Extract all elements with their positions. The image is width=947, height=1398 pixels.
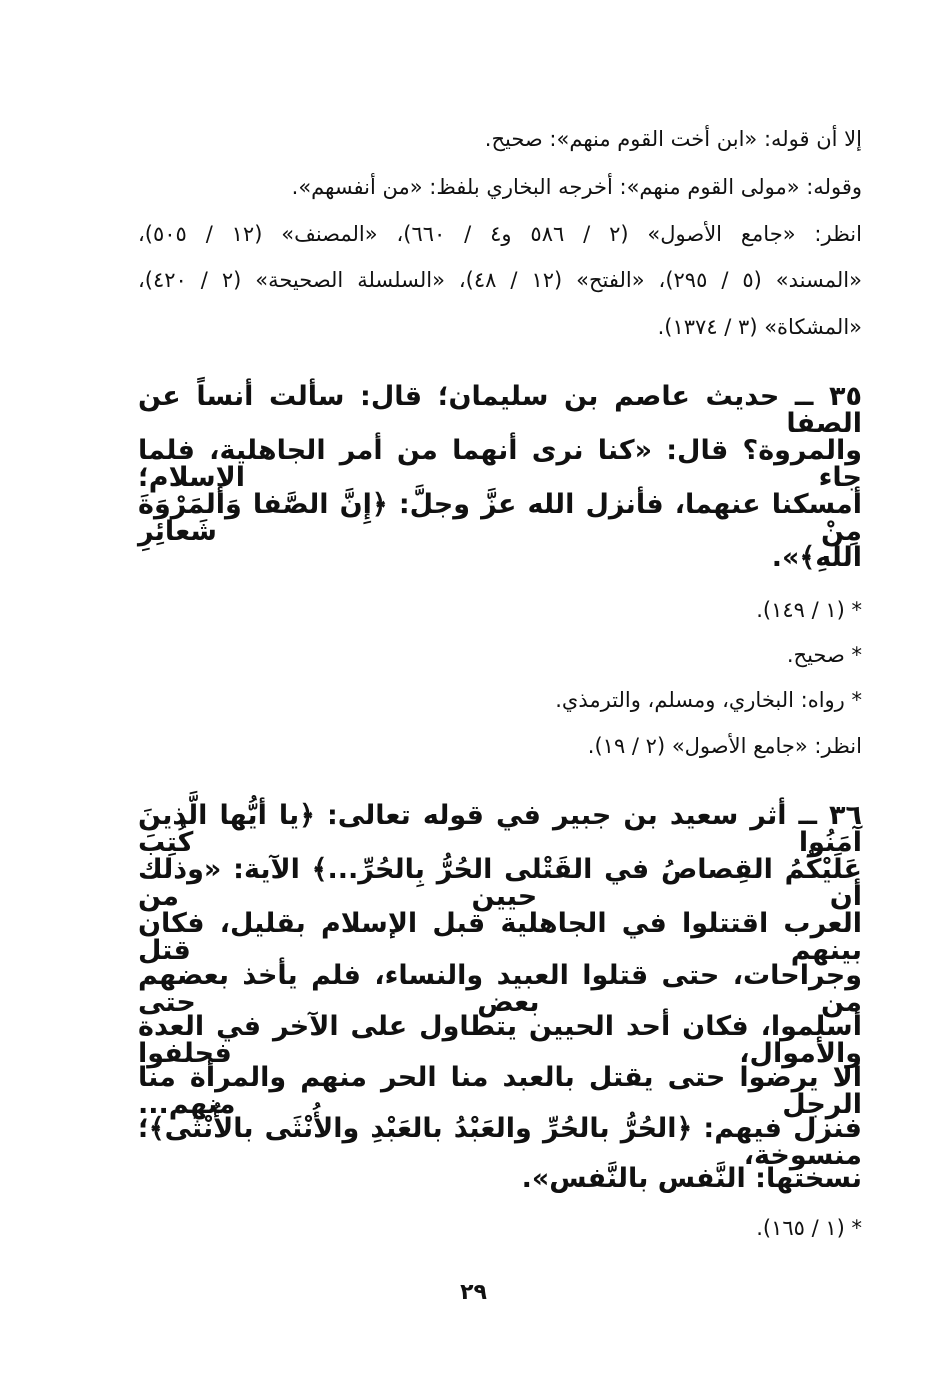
text-line: «المشكاة» (٣ / ١٣٧٤). bbox=[657, 315, 862, 339]
note-line: انظر: «جامع الأصول» (٢ / ١٩). bbox=[587, 734, 862, 758]
hadith-35-line: ٣٥ ــ حديث عاصم بن سليمان؛ قال: سألت أنساً عن الصفا bbox=[138, 381, 862, 439]
athar-36-line: ٣٦ ــ أثر سعيد بن جبير في قوله تعالى: ﴿يا أيُّها الَّذينَ آمَنُوا كُتِبَ bbox=[138, 800, 862, 858]
athar-36-line: العرب اقتتلوا في الجاهلية قبل الإسلام بقليل، فكان بينهم قتل bbox=[138, 908, 862, 966]
text-line: وقوله: «مولى القوم منهم»: أخرجه البخاري بلفظ: «من أنفسهم». bbox=[291, 175, 862, 199]
hadith-35-line: والمروة؟ قال: «كنا نرى أنهما من أمر الجاهلية، فلما جاء الإسلام؛ bbox=[138, 435, 862, 493]
athar-36-line: نسختها: النَّفس بالنَّفس». bbox=[521, 1163, 862, 1194]
athar-36-line: ألا يرضوا حتى يقتل بالعبد منا الحر منهم والمرأة منا الرجل منهم... bbox=[138, 1062, 862, 1120]
athar-36-line: فنزل فيهم: ﴿الحُرُّ بالحُرِّ والعَبْدُ بالعَبْدِ والأُنْثَى بالأُنْثَى﴾؛ منسوخة، bbox=[138, 1113, 862, 1171]
text-line: «المسند» (٥ / ٢٩٥)، «الفتح» (١٢ / ٤٨)، «السلسلة الصحيحة» (٢ / ٤٢٠)، bbox=[138, 268, 862, 292]
hadith-35-line: أمسكنا عنهما، فأنزل الله عزَّ وجلَّ: ﴿إِنَّ الصَّفا وَالمَرْوَةَ مِنْ شَعائِرِ bbox=[138, 489, 862, 547]
note-line: * صحيح. bbox=[786, 643, 862, 667]
page-number: ٢٩ bbox=[460, 1280, 487, 1305]
hadith-35-line: اللهِ﴾». bbox=[771, 542, 862, 573]
text-line: انظر: «جامع الأصول» (٢ / ٥٨٦ و٤ / ٦٦٠)، «المصنف» (١٢ / ٥٠٥)، bbox=[138, 222, 862, 246]
note-line: * رواه: البخاري، ومسلم، والترمذي. bbox=[555, 688, 862, 712]
athar-36-line: وجراحات، حتى قتلوا العبيد والنساء، فلم يأخذ بعضهم من بعض حتى bbox=[138, 960, 862, 1018]
athar-36-line: أسلموا، فكان أحد الحيين يتطاول على الآخر في العدة والأموال، فحلفوا bbox=[138, 1011, 862, 1069]
athar-36-line: عَلَيْكُمُ القِصاصُ في القَتْلى الحُرُّ بِالحُرِّ...﴾ الآية: «وذلك أن حيين من bbox=[138, 854, 862, 912]
note-line: * (١ / ١٦٥). bbox=[756, 1216, 862, 1240]
text-line: إلا أن قوله: «ابن أخت القوم منهم»: صحيح. bbox=[484, 127, 862, 151]
note-line: * (١ / ١٤٩). bbox=[756, 598, 862, 622]
